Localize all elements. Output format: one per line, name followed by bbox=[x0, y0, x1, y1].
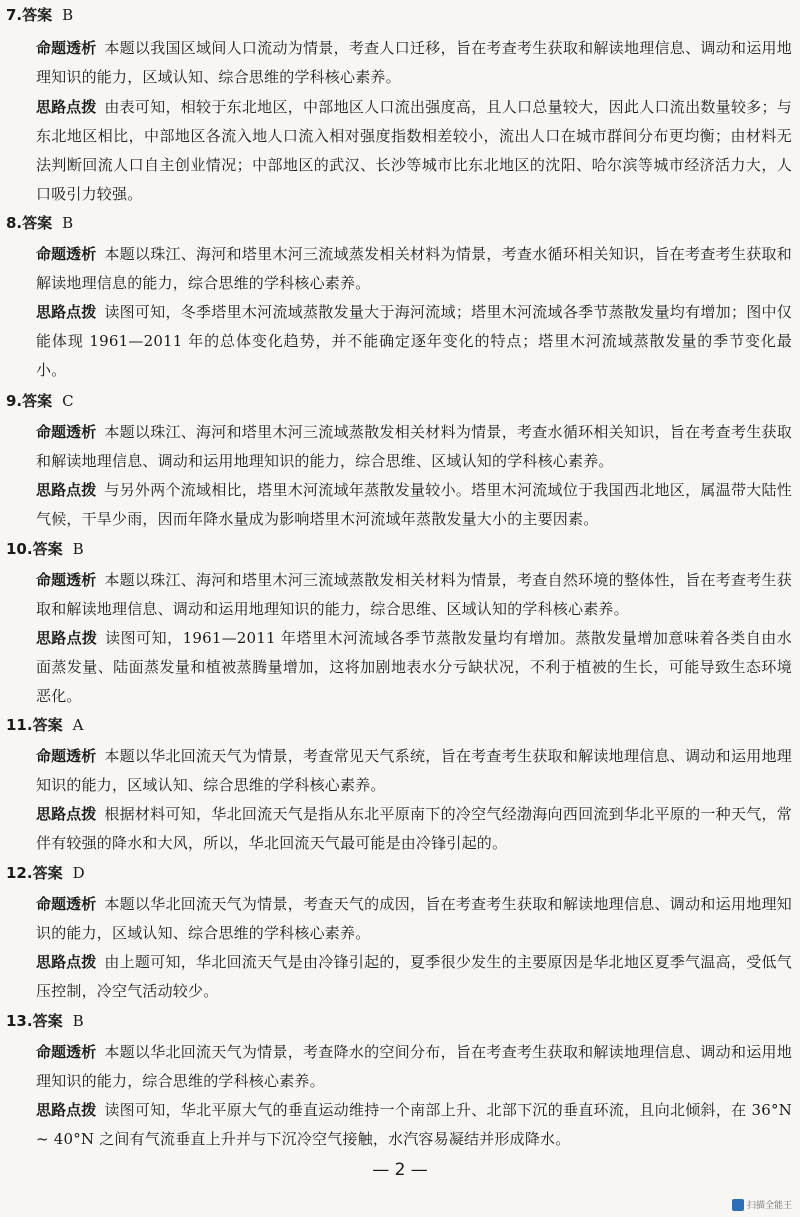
q9-analysis-text: 本题以珠江、海河和塔里木河三流域蒸散发相关材料为情景，考查水循环相关知识，旨在考查考生获取和解读地理信息、调动和运用地理知识的能力，综合思维、区域认知的学科核心素养。 bbox=[36, 423, 792, 470]
q12-analysis-text: 本题以华北回流天气为情景，考查天气的成因，旨在考查考生获取和解读地理信息、调动和运用地理知识的能力，区域认知、综合思维的学科核心素养。 bbox=[36, 895, 792, 942]
q9-number: 9. bbox=[6, 392, 23, 410]
q8-tips bbox=[36, 298, 792, 385]
q10-analysis-text: 本题以珠江、海河和塔里木河三流域蒸散发相关材料为情景，考查自然环境的整体性，旨在考查考生获取和解读地理信息、调动和运用地理知识的能力，综合思维、区域认知的学科核心素养。 bbox=[36, 571, 792, 618]
q11-header bbox=[6, 714, 83, 736]
q8-answer: B bbox=[62, 214, 74, 232]
q13-answer: B bbox=[72, 1012, 84, 1030]
scanner-watermark bbox=[732, 1198, 792, 1211]
tips-label: 思路点拨 bbox=[36, 98, 97, 116]
q11-tips-text: 根据材料可知，华北回流天气是指从东北平原南下的冷空气经渤海向西回流到华北平原的一种天气，常伴有较强的降水和大风，所以，华北回流天气最可能是由冷锋引起的。 bbox=[36, 805, 792, 852]
answer-word: 答案 bbox=[22, 392, 53, 410]
q10-number: 10. bbox=[6, 540, 33, 558]
q11-tips bbox=[36, 800, 792, 858]
answer-word: 答案 bbox=[22, 6, 53, 24]
answer-word: 答案 bbox=[32, 540, 63, 558]
q13-analysis bbox=[36, 1038, 792, 1096]
q9-answer: C bbox=[62, 392, 74, 410]
tips-label: 思路点拨 bbox=[36, 481, 97, 499]
q7-number: 7. bbox=[6, 6, 23, 24]
watermark-text: 扫描全能王 bbox=[746, 1201, 792, 1211]
q13-analysis-text: 本题以华北回流天气为情景，考查降水的空间分布，旨在考查考生获取和解读地理信息、调动和运用地理知识的能力，综合思维的学科核心素养。 bbox=[36, 1043, 792, 1090]
answer-word: 答案 bbox=[32, 1012, 63, 1030]
answer-word: 答案 bbox=[32, 864, 63, 882]
q13-tips bbox=[36, 1096, 792, 1154]
q10-header bbox=[6, 538, 84, 560]
tips-label: 思路点拨 bbox=[36, 953, 97, 971]
q12-answer: D bbox=[72, 864, 85, 882]
tips-label: 思路点拨 bbox=[36, 629, 98, 647]
q11-analysis-text: 本题以华北回流天气为情景，考查常见天气系统，旨在考查考生获取和解读地理信息、调动和运用地理知识的能力，区域认知、综合思维的学科核心素养。 bbox=[36, 747, 792, 794]
tips-label: 思路点拨 bbox=[36, 1101, 97, 1119]
analysis-label: 命题透析 bbox=[36, 423, 97, 441]
q11-number: 11. bbox=[6, 716, 33, 734]
q8-header bbox=[6, 212, 73, 234]
q7-tips bbox=[36, 93, 792, 209]
q10-tips-text: 读图可知，1961—2011 年塔里木河流域各季节蒸散发量均有增加。蒸散发量增加意味着各类自由水面蒸发量、陆面蒸发量和植被蒸腾量增加，这将加剧地表水分亏缺状况，不利于植被的生长，可能导致生态环境恶化。 bbox=[36, 629, 792, 705]
page-number: — 2 — bbox=[372, 1160, 428, 1180]
q7-header bbox=[6, 4, 73, 26]
q11-analysis bbox=[36, 742, 792, 800]
q10-tips bbox=[36, 624, 792, 711]
answer-word: 答案 bbox=[22, 214, 53, 232]
scanner-logo-icon bbox=[732, 1199, 744, 1211]
analysis-label: 命题透析 bbox=[36, 571, 97, 589]
q9-header bbox=[6, 390, 74, 412]
q9-tips-text: 与另外两个流域相比，塔里木河流域年蒸散发量较小。塔里木河流域位于我国西北地区，属温带大陆性气候，干旱少雨，因而年降水量成为影响塔里木河流域年蒸散发量大小的主要因素。 bbox=[36, 481, 792, 528]
q13-header bbox=[6, 1010, 84, 1032]
q11-answer: A bbox=[72, 716, 84, 734]
q7-answer: B bbox=[62, 6, 74, 24]
q8-analysis-text: 本题以珠江、海河和塔里木河三流域蒸发相关材料为情景，考查水循环相关知识，旨在考查考生获取和解读地理信息的能力，综合思维的学科核心素养。 bbox=[36, 245, 792, 292]
q8-number: 8. bbox=[6, 214, 23, 232]
q12-tips-text: 由上题可知，华北回流天气是由冷锋引起的，夏季很少发生的主要原因是华北地区夏季气温高，受低气压控制，冷空气活动较少。 bbox=[36, 953, 792, 1000]
analysis-label: 命题透析 bbox=[36, 1043, 97, 1061]
analysis-label: 命题透析 bbox=[36, 39, 97, 57]
q12-analysis bbox=[36, 890, 792, 948]
q12-number: 12. bbox=[6, 864, 33, 882]
q7-analysis bbox=[36, 34, 792, 92]
analysis-label: 命题透析 bbox=[36, 747, 97, 765]
answer-word: 答案 bbox=[32, 716, 63, 734]
q10-analysis bbox=[36, 566, 792, 624]
q9-tips bbox=[36, 476, 792, 534]
q10-answer: B bbox=[72, 540, 84, 558]
q8-tips-text: 读图可知，冬季塔里木河流域蒸散发量大于海河流域；塔里木河流域各季节蒸散发量均有增加；图中仅能体现 1961—2011 年的总体变化趋势，并不能确定逐年变化的特点；塔里木河流域蒸散发量的季节变化最小。 bbox=[36, 303, 792, 379]
tips-label: 思路点拨 bbox=[36, 303, 97, 321]
q12-header bbox=[6, 862, 85, 884]
q7-tips-text: 由表可知，相较于东北地区，中部地区人口流出强度高，且人口总量较大，因此人口流出数量较多；与东北地区相比，中部地区各流入地人口流入相对强度指数相差较小，流出人口在城市群间分布更均衡；由材料无法判断回流人口自主创业情况；中部地区的武汉、长沙等城市比东北地区的沈阳、哈尔滨等城市经济活力大，人口吸引力较强。 bbox=[36, 98, 792, 203]
q13-number: 13. bbox=[6, 1012, 33, 1030]
q12-tips bbox=[36, 948, 792, 1006]
q13-tips-text: 读图可知，华北平原大气的垂直运动维持一个南部上升、北部下沉的垂直环流，且向北倾斜，在 36°N ~ 40°N 之间有气流垂直上升并与下沉冷空气接触，水汽容易凝结并形成降水。 bbox=[36, 1101, 792, 1148]
tips-label: 思路点拨 bbox=[36, 805, 97, 823]
analysis-label: 命题透析 bbox=[36, 895, 97, 913]
q7-analysis-text: 本题以我国区域间人口流动为情景，考查人口迁移，旨在考查考生获取和解读地理信息、调动和运用地理知识的能力，区域认知、综合思维的学科核心素养。 bbox=[36, 39, 792, 86]
q8-analysis bbox=[36, 240, 792, 298]
q9-analysis bbox=[36, 418, 792, 476]
analysis-label: 命题透析 bbox=[36, 245, 97, 263]
